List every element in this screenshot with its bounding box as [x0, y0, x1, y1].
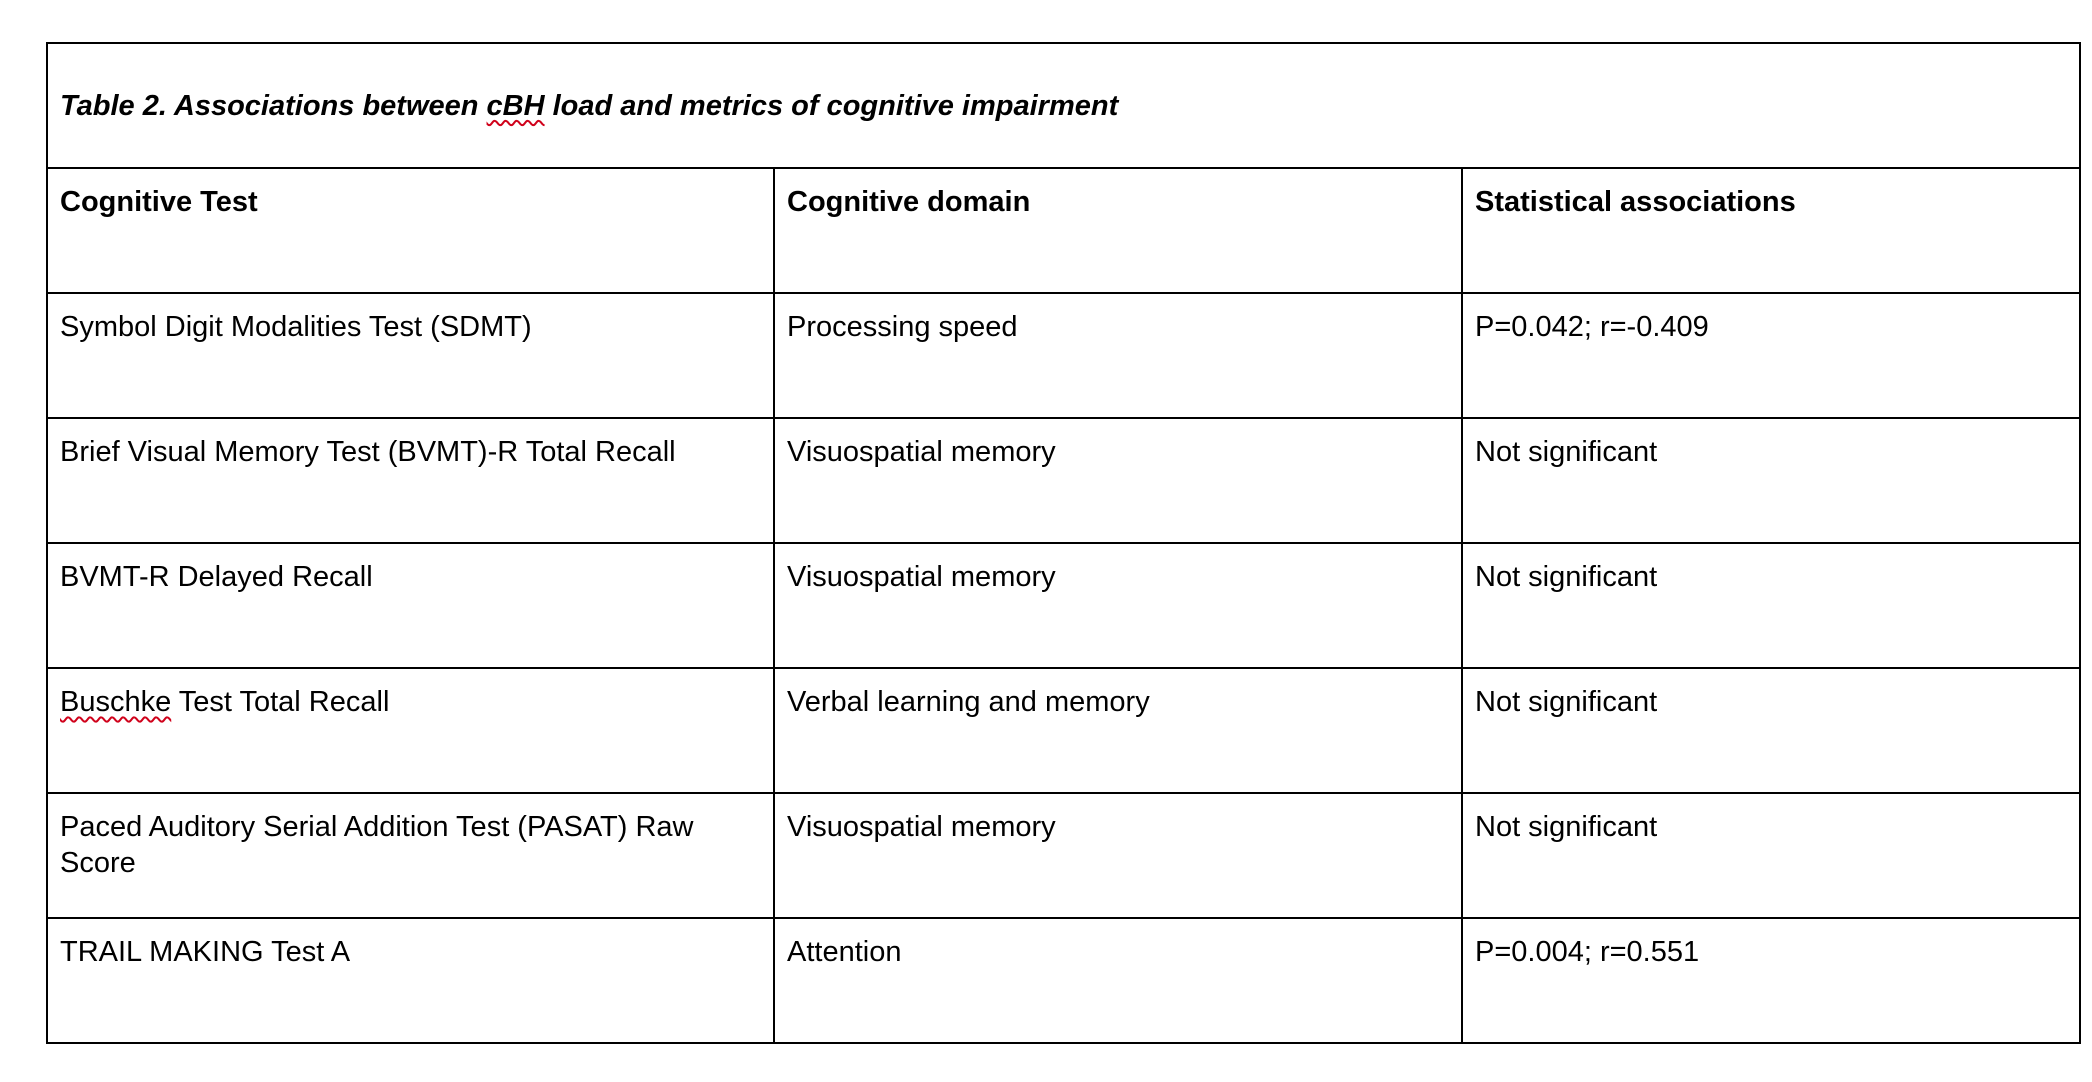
cell-association: Not significant [1462, 668, 2080, 793]
cell-association: Not significant [1462, 418, 2080, 543]
cell-domain: Visuospatial memory [774, 418, 1462, 543]
cell-domain: Visuospatial memory [774, 543, 1462, 668]
cell-test: Symbol Digit Modalities Test (SDMT) [47, 293, 774, 418]
cell-association: Not significant [1462, 793, 2080, 918]
cell-domain: Processing speed [774, 293, 1462, 418]
table-row [47, 793, 2080, 918]
caption-prefix: Table 2. Associations between [60, 89, 487, 122]
caption-row [47, 43, 2080, 168]
header-cognitive-test: Cognitive Test [47, 168, 774, 293]
cell-test-flagged-word: Buschke [60, 686, 172, 718]
caption-flagged-word: cBH [486, 89, 545, 122]
cell-domain: Verbal learning and memory [774, 668, 1462, 793]
table-row [47, 293, 2080, 418]
cell-test: Paced Auditory Serial Addition Test (PASAT) Raw Score [47, 793, 774, 918]
caption-suffix: load and metrics of cognitive impairment [544, 89, 1119, 122]
cell-test: TRAIL MAKING Test A [47, 918, 774, 1043]
cell-test-suffix: Test Total Recall [171, 686, 390, 718]
table-row [47, 668, 2080, 793]
cell-association: P=0.004; r=0.551 [1462, 918, 2080, 1043]
cell-test: BVMT-R Delayed Recall [47, 543, 774, 668]
cell-domain: Attention [774, 918, 1462, 1043]
header-statistical-associations: Statistical associations [1462, 168, 2080, 293]
table-caption [47, 43, 2080, 168]
table-row [47, 418, 2080, 543]
cell-test [47, 668, 774, 793]
table-row [47, 543, 2080, 668]
cell-association: P=0.042; r=-0.409 [1462, 293, 2080, 418]
results-table [46, 42, 2081, 1044]
cell-test: Brief Visual Memory Test (BVMT)-R Total Recall [47, 418, 774, 543]
header-cognitive-domain: Cognitive domain [774, 168, 1462, 293]
cell-domain: Visuospatial memory [774, 793, 1462, 918]
cell-association: Not significant [1462, 543, 2080, 668]
header-row [47, 168, 2080, 293]
table-row [47, 918, 2080, 1043]
